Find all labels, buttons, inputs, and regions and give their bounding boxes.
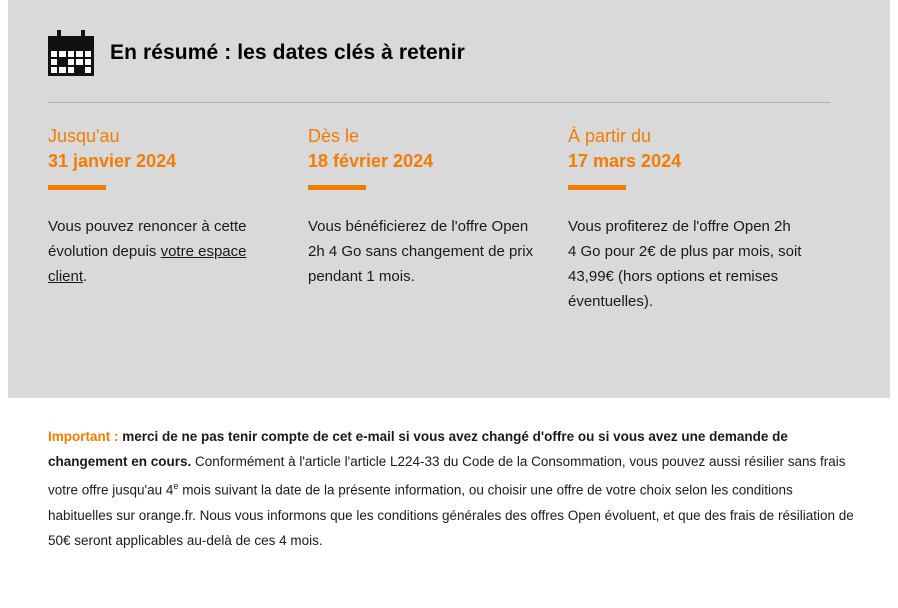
date-label: Dès le	[308, 126, 360, 146]
panel-header	[48, 26, 830, 80]
footnote-text-2: mois suivant la date de la présente information, ou choisir une offre de votre choix selon les conditions habituelles sur orange.fr. Nous vous informons que les conditions générales des offres Open évoluent, et que des frais de résiliation de 50€ seront applicables au-delà de ces 4 mois.	[48, 482, 854, 548]
date-description	[48, 214, 282, 289]
date-column-3	[568, 125, 828, 329]
date-description-tail: .	[83, 268, 88, 285]
footnote-text-1: Conformément à l'article l'article L224-33 du Code de la Consommation, vous pouvez aussi résilier sans frais votre offre jusqu'au 4	[48, 454, 846, 498]
accent-rule	[568, 185, 626, 190]
header-divider	[48, 102, 830, 103]
date-description-text: Vous pouvez renoncer à cette évolution depuis	[48, 218, 247, 260]
page-title: En résumé : les dates clés à retenir	[110, 41, 465, 64]
date-column-2	[308, 125, 568, 329]
date-label: Jusqu'au	[48, 126, 120, 146]
dates-columns	[48, 125, 830, 329]
date-value: 18 février 2024	[308, 151, 434, 171]
accent-rule	[48, 185, 106, 190]
date-column-1	[48, 125, 308, 329]
date-description: Vous profiterez de l'offre Open 2h 4 Go pour 2€ de plus par mois, soit 43,99€ (hors options et remises éventuelles).	[568, 218, 802, 310]
date-value: 17 mars 2024	[568, 151, 682, 171]
legal-footnote	[48, 424, 854, 553]
key-dates-panel	[8, 0, 890, 398]
footnote-bold-text: merci de ne pas tenir compte de cet e-mail si vous avez changé d'offre ou si vous avez une demande de changement en cours.	[48, 429, 788, 469]
date-label: À partir du	[568, 126, 652, 146]
calendar-icon	[48, 30, 94, 76]
accent-rule	[308, 185, 366, 190]
panel-inner	[48, 26, 830, 329]
espace-client-link[interactable]: votre espace client	[48, 243, 247, 285]
date-value: 31 janvier 2024	[48, 151, 177, 171]
footnote-important-label: Important :	[48, 429, 119, 444]
date-description: Vous bénéficierez de l'offre Open 2h 4 Go sans changement de prix pendant 1 mois.	[308, 218, 534, 285]
footnote-superscript: e	[173, 481, 179, 491]
